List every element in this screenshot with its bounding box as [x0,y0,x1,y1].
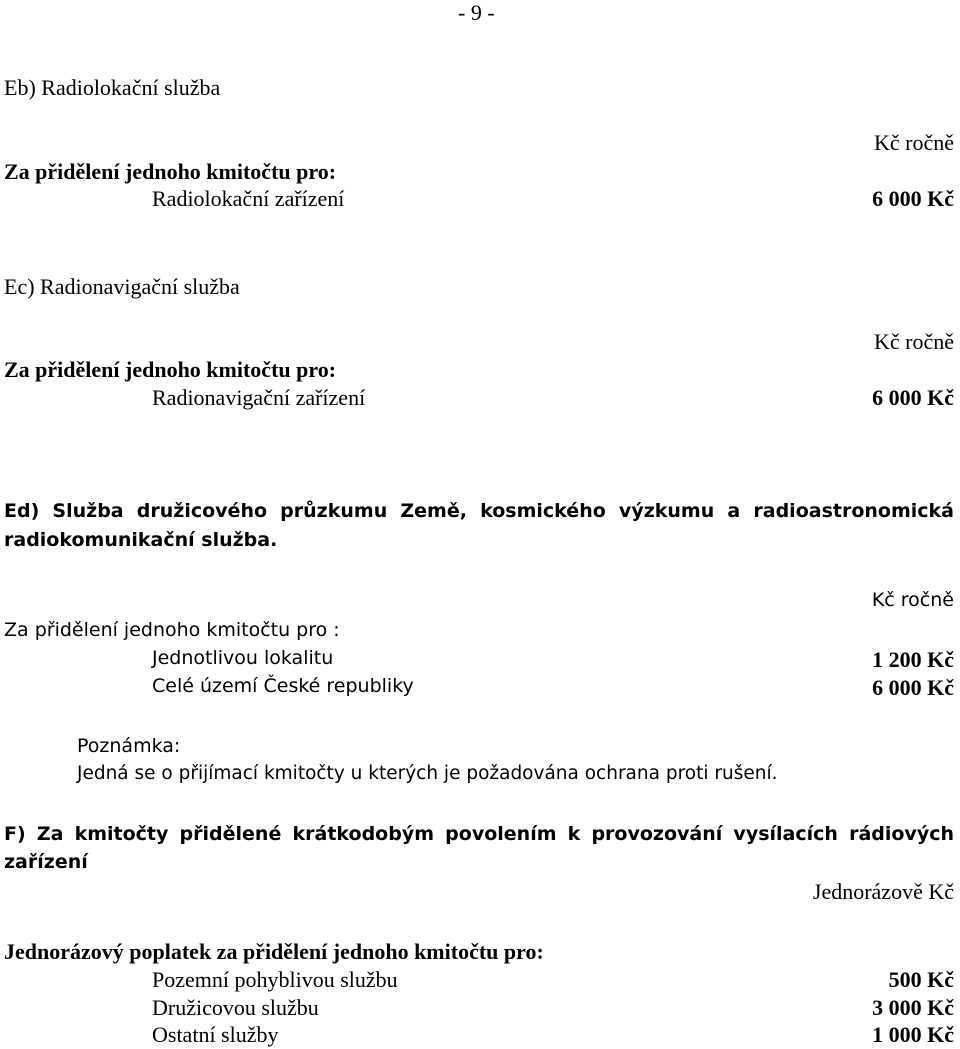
section-f-item-value: 500 Kč [888,967,954,992]
section-f-item-value: 3 000 Kč [872,995,954,1020]
section-ed-heading-line1: Ed) Služba družicového průzkumu Země, kosmického výzkumu a radioastronomická [4,500,954,522]
section-f-unit-label: Jednorázově Kč [812,879,954,904]
section-ed-heading-line2: radiokomunikační služba. [4,529,278,551]
section-f-item-value: 1 000 Kč [872,1022,954,1047]
section-ec-item-label: Radionavigační zařízení [152,385,366,410]
section-ed-item-label: Jednotlivou lokalitu [152,647,334,669]
section-ec-unit-label: Kč ročně [873,329,954,354]
section-eb-item-value: 6 000 Kč [872,186,954,211]
section-ed-item-value: 6 000 Kč [872,675,954,700]
section-eb-intro: Za přidělení jednoho kmitočtu pro: [4,159,337,184]
section-eb-heading: Eb) Radiolokační služba [4,75,221,100]
section-f-item-label: Pozemní pohyblivou službu [152,967,398,992]
section-eb-item-label: Radiolokační zařízení [152,186,345,211]
section-ec-item-value: 6 000 Kč [872,385,954,410]
section-ec-intro: Za přidělení jednoho kmitočtu pro: [4,357,337,382]
section-ed-unit-label: Kč ročně [871,589,954,611]
section-ed-item-label: Celé území České republiky [152,675,414,697]
section-f-heading-line2: zařízení [4,851,88,873]
page-number: - 9 - [458,0,495,25]
section-ed-intro: Za přidělení jednoho kmitočtu pro : [4,619,340,641]
section-eb-unit-label: Kč ročně [873,130,954,155]
section-ed-item-value: 1 200 Kč [872,647,954,672]
section-f-heading-line1: F) Za kmitočty přidělené krátkodobým povolením k provozování vysílacích rádiových [4,823,954,845]
section-f-intro: Jednorázový poplatek za přidělení jednoho kmitočtu pro: [4,939,544,964]
section-f-item-label: Družicovou službu [152,995,319,1020]
section-ed-note-text: Jedná se o přijímací kmitočty u kterých je požadována ochrana proti rušení. [77,763,778,784]
section-ec-heading: Ec) Radionavigační služba [4,274,240,299]
section-ed-note-label: Poznámka: [77,735,181,757]
section-f-item-label: Ostatní služby [152,1022,279,1047]
